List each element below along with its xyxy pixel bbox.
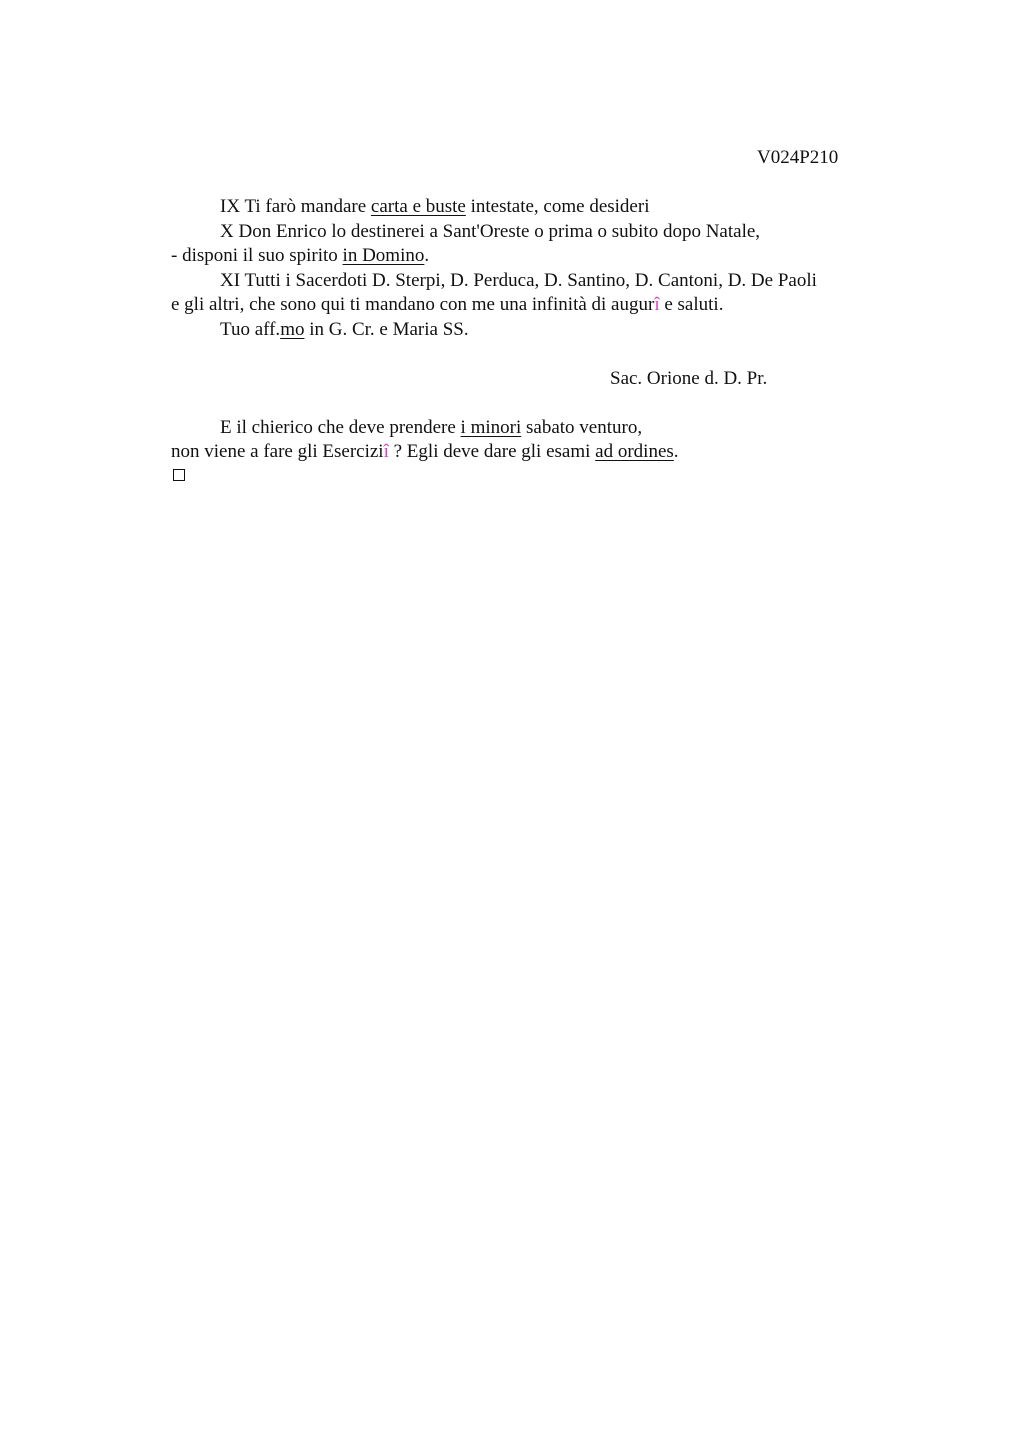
text-segment: . xyxy=(424,245,430,266)
paragraph-xi: XI Tutti i Sacerdoti D. Sterpi, D. Perduca, D. Santino, D. Cantoni, D. De Paoli xyxy=(220,270,817,291)
text-segment: e gli altri, che sono qui ti mandano con me una infinità di augur xyxy=(171,294,655,315)
text-segment: sabato venturo, xyxy=(521,417,643,438)
paragraph-x: X Don Enrico lo destinerei a Sant'Oreste o prima o subito dopo Natale, xyxy=(220,221,761,242)
text-segment: e saluti. xyxy=(659,294,724,315)
postscript-line-1 xyxy=(220,416,642,440)
paragraph-ix xyxy=(220,195,649,219)
postscript-line-2 xyxy=(171,440,679,464)
text-segment: intestate, come desideri xyxy=(465,196,650,217)
text-segment: - disponi il suo spirito xyxy=(171,245,343,266)
highlighted-character: î xyxy=(654,294,660,315)
text-segment: Tuo aff. xyxy=(220,319,281,340)
empty-checkbox-icon xyxy=(173,469,185,481)
document-reference: V024P210 xyxy=(757,147,839,168)
signature: Sac. Orione d. D. Pr. xyxy=(610,368,768,389)
text-segment: . xyxy=(673,441,679,462)
paragraph-xi-continuation xyxy=(171,293,723,317)
text-segment: E il chierico che deve prendere xyxy=(220,417,461,438)
text-segment: IX Ti farò mandare xyxy=(220,196,371,217)
underlined-text: in Domino xyxy=(342,245,425,266)
underlined-text: carta e buste xyxy=(370,196,466,217)
closing-line xyxy=(220,318,469,342)
text-segment: in G. Cr. e Maria SS. xyxy=(304,319,469,340)
paragraph-x-continuation xyxy=(171,244,429,268)
text-segment: non viene a fare gli Esercizi xyxy=(171,441,384,462)
underlined-text: mo xyxy=(280,319,305,340)
underlined-text: ad ordines xyxy=(595,441,674,462)
text-segment: ? Egli deve dare gli esami xyxy=(388,441,596,462)
underlined-text: i minori xyxy=(460,417,522,438)
highlighted-character: î xyxy=(383,441,389,462)
